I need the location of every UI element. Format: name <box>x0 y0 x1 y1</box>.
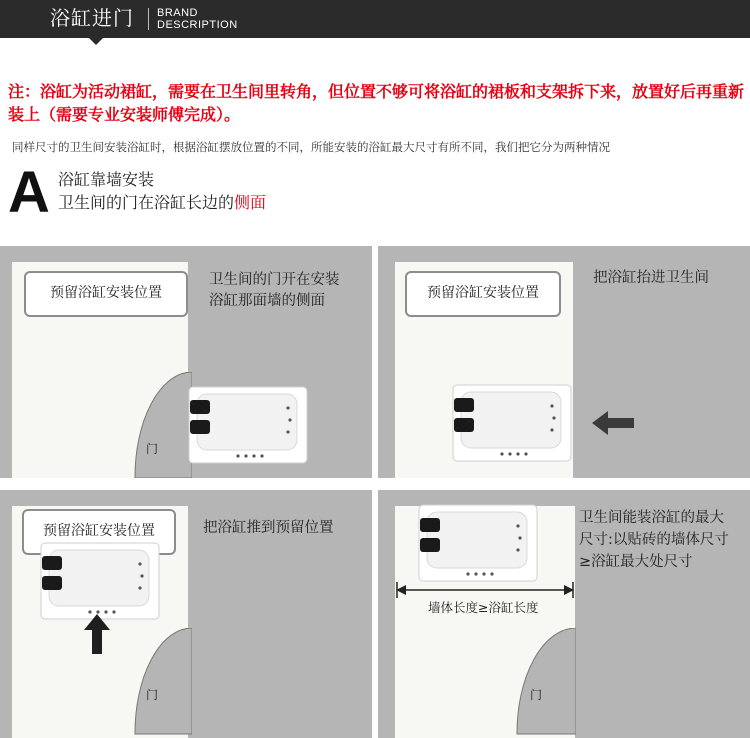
header-en-line1: BRAND <box>157 7 199 19</box>
panel-caption-line3: ≥浴缸最大处尺寸 <box>579 554 693 570</box>
panel-caption-line2: 尺寸:以贴砖的墙体尺寸 <box>579 532 729 548</box>
arrow-up-icon <box>84 614 110 654</box>
installation-note: 注：浴缸为活动裙缸，需要在卫生间里转角，但位置不够可将浴缸的裙板和支架拆下来，放置好后再重新装上（需要专业安装师傅完成）。 <box>8 82 745 124</box>
panel-caption-line1: 卫生间能装浴缸的最大 <box>579 510 724 526</box>
panel-caption-line1: 卫生间的门开在安装 <box>209 272 340 288</box>
section-subtitle-prefix: 卫生间的门在浴缸长边的 <box>58 193 235 212</box>
bathtub-icon <box>40 542 160 620</box>
door-label: 门 <box>146 688 159 702</box>
reserved-position-box: 预留浴缸安装位置 <box>405 271 561 317</box>
door-swing-icon <box>514 628 576 738</box>
header-english <box>157 7 238 31</box>
panel-max-size <box>378 490 750 738</box>
reserved-position-box: 预留浴缸安装位置 <box>24 271 188 317</box>
bathtub-icon <box>188 386 308 464</box>
door-swing-icon <box>132 372 192 478</box>
header-title: 浴缸进门 <box>50 6 134 30</box>
section-letter: A <box>8 160 50 225</box>
panel-caption-line1: 把浴缸抬进卫生间 <box>593 270 709 286</box>
header-divider <box>148 8 149 30</box>
section-title: 浴缸靠墙安装 <box>58 170 155 189</box>
header-en-line2: DESCRIPTION <box>157 19 238 31</box>
door-label: 门 <box>146 442 159 456</box>
measure-arrow-icon <box>396 582 574 598</box>
header-notch <box>89 38 103 45</box>
panel-caption-line2: 浴缸那面墙的侧面 <box>209 293 325 309</box>
bathtub-icon <box>418 504 538 582</box>
section-subtitle-highlight: 侧面 <box>234 193 267 212</box>
panel-push-in <box>0 490 372 738</box>
header-bar <box>0 0 750 38</box>
panel-caption-line1: 把浴缸推到预留位置 <box>203 520 334 536</box>
door-label: 门 <box>530 688 543 702</box>
reserved-position-box: 预留浴缸安装位置 <box>22 509 176 555</box>
section-subtitle <box>58 193 266 213</box>
arrow-left-icon <box>592 411 634 435</box>
door-swing-icon <box>132 628 192 738</box>
intro-text: 同样尺寸的卫生间安装浴缸时，根据浴缸摆放位置的不同，所能安装的浴缸最大尺寸有所不同，我们把它分为两种情况 <box>12 140 610 154</box>
bathtub-icon <box>452 384 572 462</box>
measure-label: 墙体长度≥浴缸长度 <box>428 600 539 615</box>
panel-door-side <box>0 246 372 478</box>
panel-carry-in <box>378 246 750 478</box>
